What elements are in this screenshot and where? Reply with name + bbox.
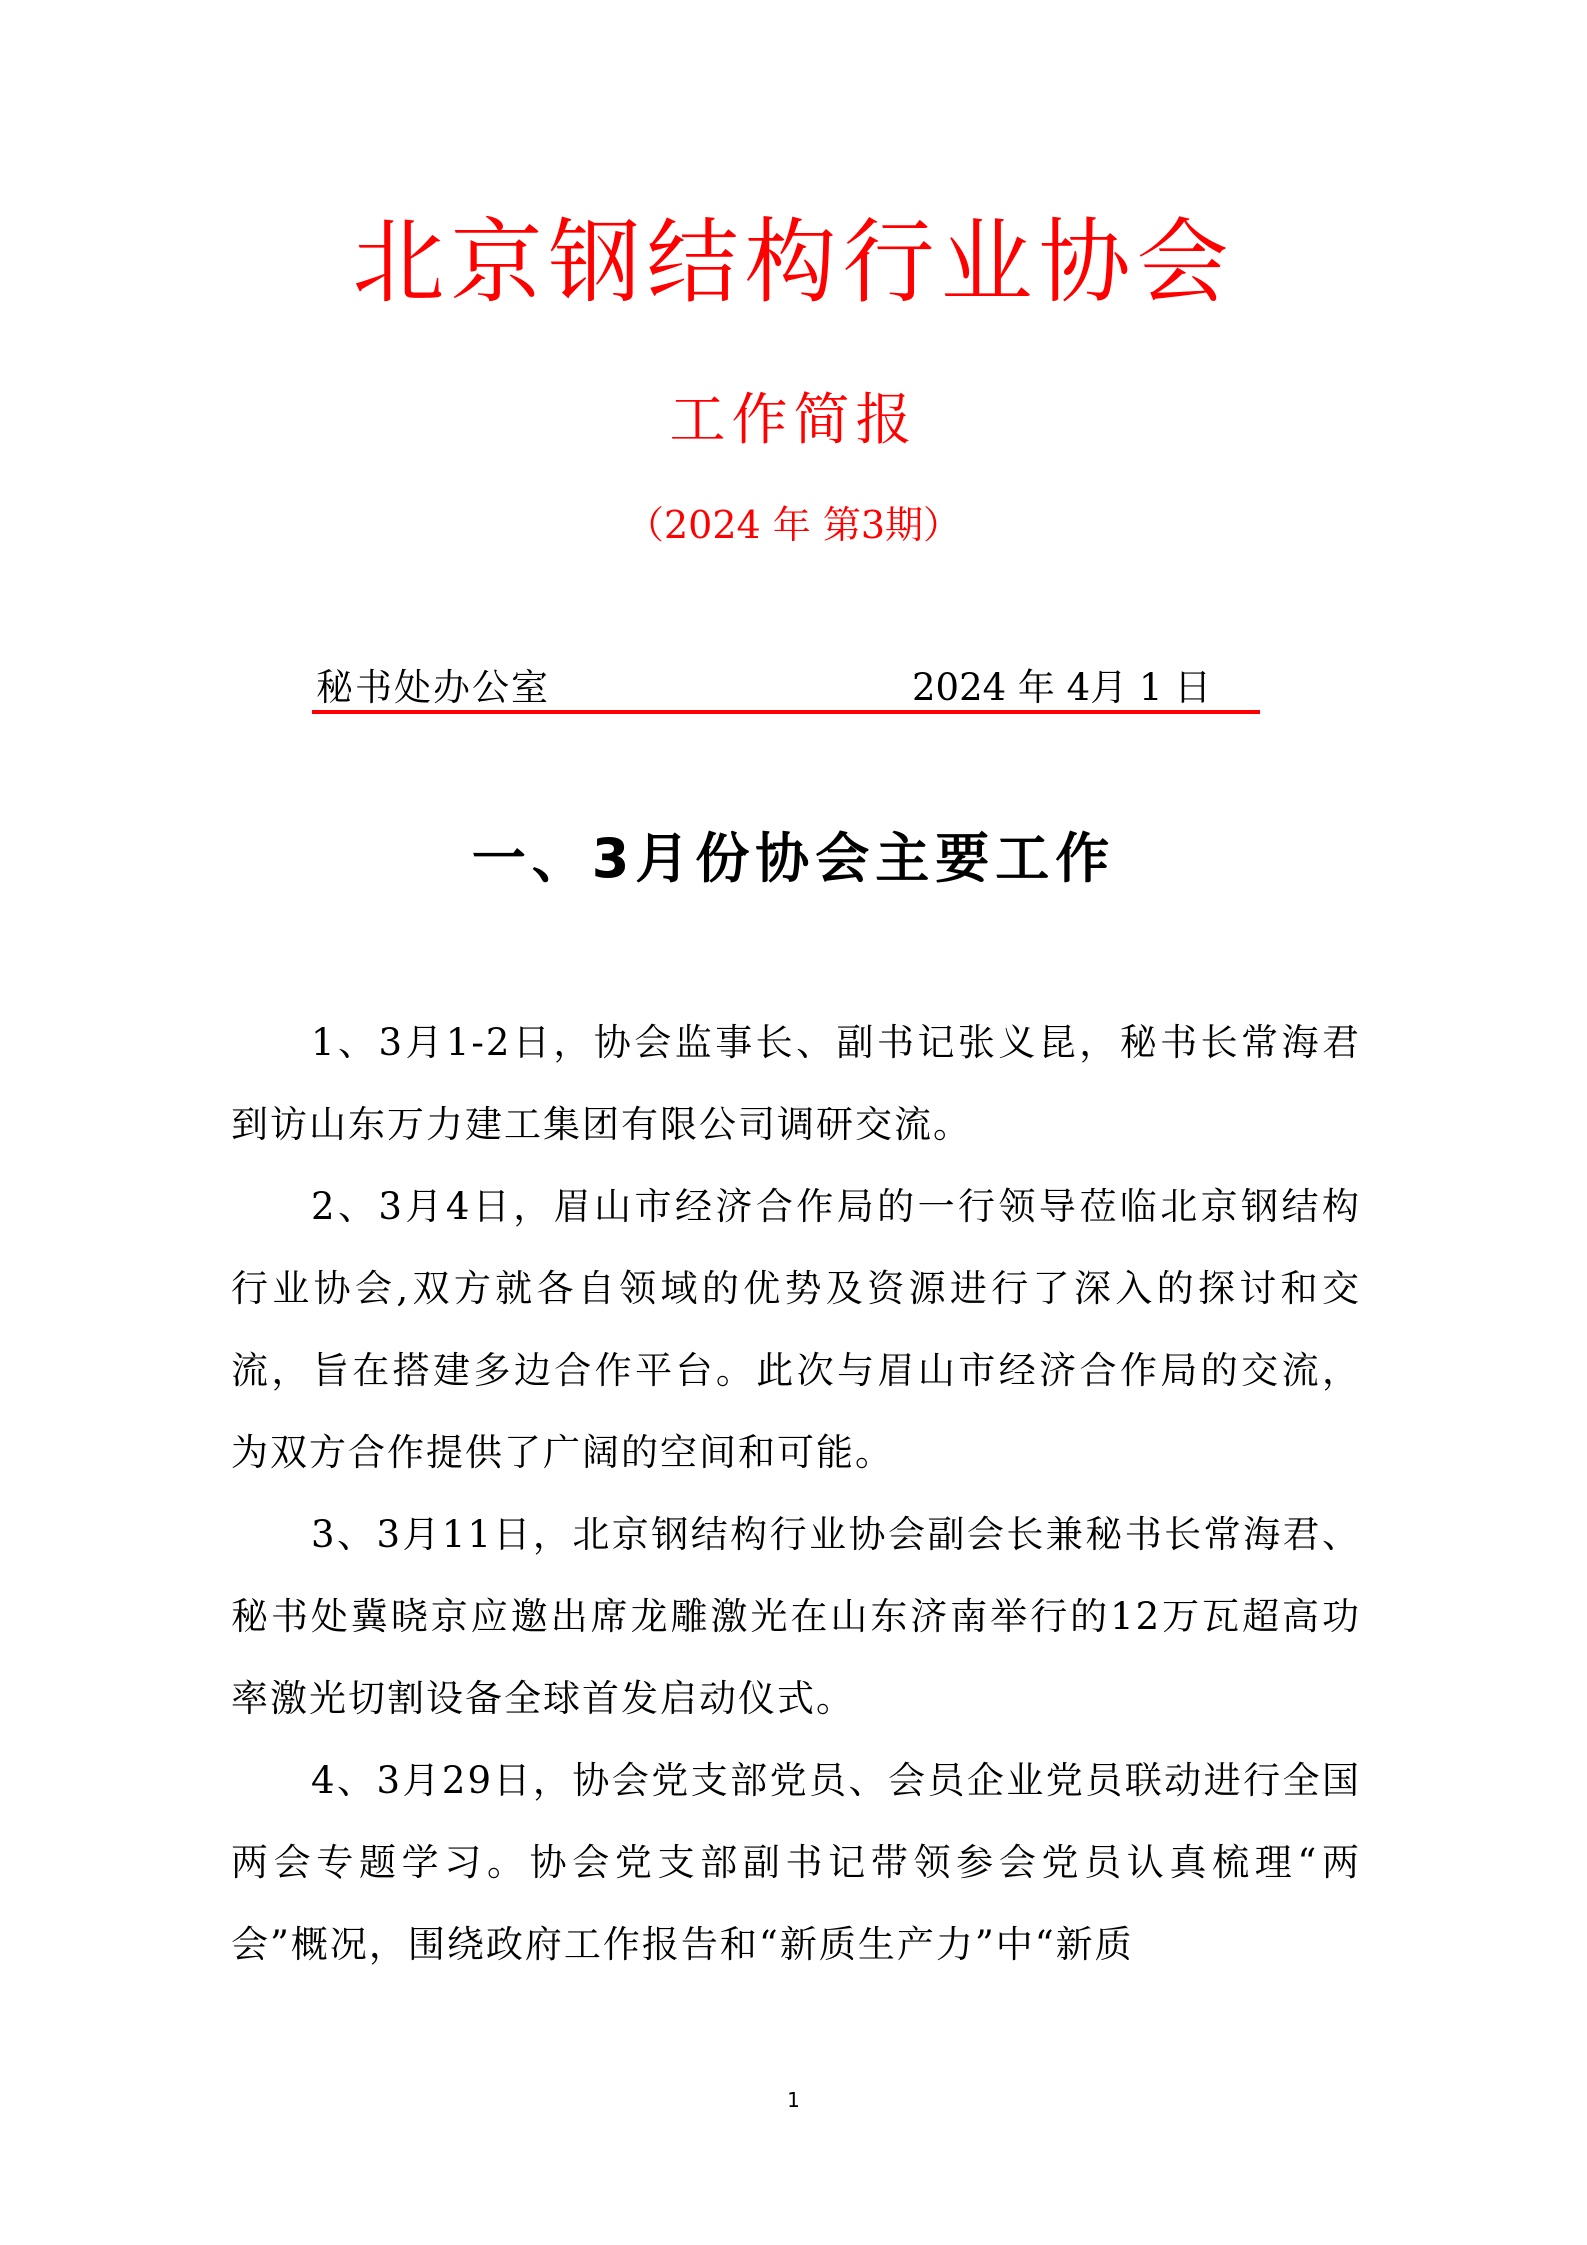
page-number: 1 (787, 2088, 800, 2112)
issuer-row (312, 666, 1260, 712)
issuer-office: 秘书处办公室 (316, 666, 550, 709)
section-heading: 一、3月份协会主要工作 (471, 827, 1116, 890)
work-item-1: 1、3月1-2日，协会监事长、副书记张义昆，秘书长常海君到访山东万力建工集团有限公司调研交流。 (231, 1021, 1361, 1146)
issue-number-text: （2024 年 第3期） (625, 503, 962, 547)
masthead-title: 北京钢结构行业协会 (352, 209, 1235, 316)
work-item-3: 3、3月11日，北京钢结构行业协会副会长兼秘书长常海君、秘书处冀晓京应邀出席龙雕激光在山东济南举行的12万瓦超高功率激光切割设备全球首发启动仪式。 (231, 1513, 1361, 1720)
masthead-subtitle: 工作简报 (669, 388, 918, 453)
issue-date: 2024 年 4月 1 日 (912, 666, 1212, 709)
work-item-4: 4、3月29日，协会党支部党员、会员企业党员联动进行全国两会专题学习。协会党支部副书记带领参会党员认真梳理“两会”概况，围绕政府工作报告和“新质生产力”中“新质 (231, 1759, 1361, 1966)
section-body (231, 1002, 1361, 1986)
work-item-2: 2、3月4日，眉山市经济合作局的一行领导莅临北京钢结构行业协会,双方就各自领域的优势及资源进行了深入的探讨和交流，旨在搭建多边合作平台。此次与眉山市经济合作局的交流，为双方合作提供了广阔的空间和可能。 (231, 1185, 1361, 1474)
issue-number (0, 502, 1587, 548)
red-divider-line (312, 710, 1260, 714)
